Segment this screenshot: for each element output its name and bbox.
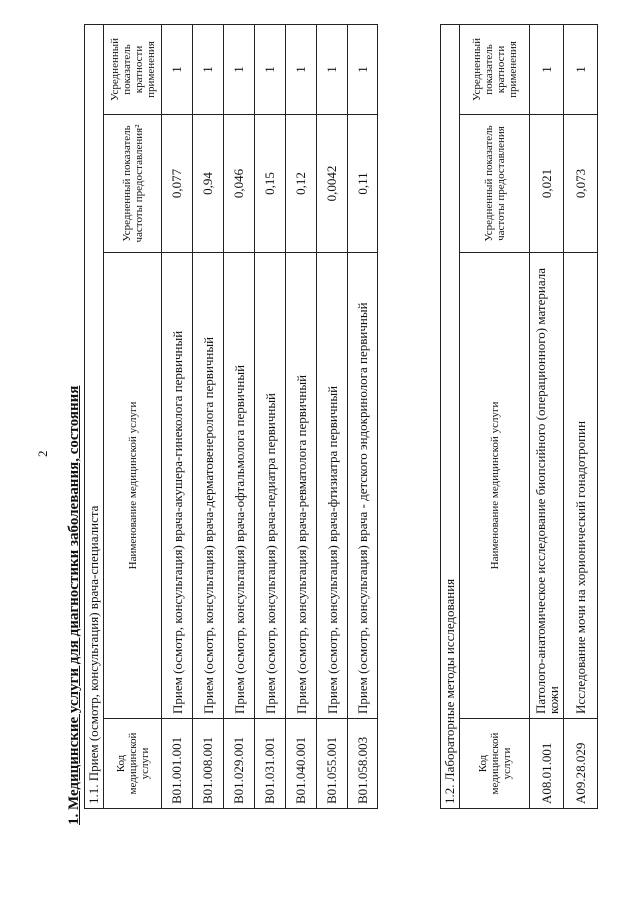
cell-name: Прием (осмотр, консультация) врача-офтальмолога первичный: [224, 253, 255, 719]
header-frequency: Усредненный показатель частоты предоставления²: [104, 115, 162, 253]
cell-name: Патолого-анатомическое исследование биопсийного (операционного) материала кожи: [530, 253, 564, 719]
cell-code: B01.031.001: [255, 719, 286, 809]
table-header-row: [460, 24, 530, 808]
page-number: 2: [35, 450, 50, 457]
table-row: [286, 24, 317, 808]
cell-code: B01.055.001: [317, 719, 348, 809]
table-row: [162, 24, 193, 808]
cell-name: Исследование мочи на хорионический гонадотропин: [564, 253, 598, 719]
table-lab-methods: [440, 24, 598, 809]
cell-multiplicity: 1: [286, 24, 317, 114]
cell-multiplicity: 1: [255, 24, 286, 114]
table-header-row: [104, 24, 162, 808]
header-frequency: Усредненный показатель частоты предоставления: [460, 115, 530, 253]
cell-name: Прием (осмотр, консультация) врача-дерматовенеролога первичный: [193, 253, 224, 719]
cell-frequency: 0,073: [564, 115, 598, 253]
cell-code: B01.040.001: [286, 719, 317, 809]
cell-frequency: 0,15: [255, 115, 286, 253]
table-row: [193, 24, 224, 808]
table-row: [530, 24, 564, 808]
table-consultations: [84, 24, 378, 809]
cell-frequency: 0,12: [286, 115, 317, 253]
table-row: [564, 24, 598, 808]
section-title: 1. Медицинские услуги для диагностики заболевания, состояния: [66, 385, 82, 825]
cell-frequency: 0,11: [348, 115, 378, 253]
cell-code: A08.01.001: [530, 719, 564, 809]
cell-code: B01.029.001: [224, 719, 255, 809]
header-code: Код медицинской услуги: [460, 719, 530, 809]
cell-frequency: 0,0042: [317, 115, 348, 253]
cell-name: Прием (осмотр, консультация) врача-ревматолога первичный: [286, 253, 317, 719]
header-multiplicity: Усредненный показатель кратности применения: [460, 24, 530, 114]
table-subtitle-row: [441, 24, 460, 808]
table-subtitle: 1.2. Лабораторные методы исследования: [441, 24, 460, 808]
table-subtitle: 1.1. Прием (осмотр, консультация) врача-специалиста: [85, 24, 104, 808]
cell-multiplicity: 1: [162, 24, 193, 114]
cell-frequency: 0,021: [530, 115, 564, 253]
cell-code: B01.008.001: [193, 719, 224, 809]
cell-name: Прием (осмотр, консультация) врача-акушера-гинеколога первичный: [162, 253, 193, 719]
cell-frequency: 0,046: [224, 115, 255, 253]
table-row: [255, 24, 286, 808]
table-row: [224, 24, 255, 808]
cell-code: B01.058.003: [348, 719, 378, 809]
table-subtitle-row: [85, 24, 104, 808]
cell-frequency: 0,94: [193, 115, 224, 253]
header-name: Наименование медицинской услуги: [104, 253, 162, 719]
cell-multiplicity: 1: [317, 24, 348, 114]
cell-multiplicity: 1: [564, 24, 598, 114]
table-row: [317, 24, 348, 808]
cell-name: Прием (осмотр, консультация) врача - детского эндокринолога первичный: [348, 253, 378, 719]
cell-name: Прием (осмотр, консультация) врача-педиатра первичный: [255, 253, 286, 719]
cell-name: Прием (осмотр, консультация) врача-фтизиатра первичный: [317, 253, 348, 719]
cell-frequency: 0,077: [162, 115, 193, 253]
cell-multiplicity: 1: [224, 24, 255, 114]
cell-code: A09.28.029: [564, 719, 598, 809]
header-code: Код медицинской услуги: [104, 719, 162, 809]
cell-multiplicity: 1: [193, 24, 224, 114]
header-name: Наименование медицинской услуги: [460, 253, 530, 719]
table-row: [348, 24, 378, 808]
cell-code: B01.001.001: [162, 719, 193, 809]
header-multiplicity: Усредненный показатель кратности применения: [104, 24, 162, 114]
cell-multiplicity: 1: [530, 24, 564, 114]
cell-multiplicity: 1: [348, 24, 378, 114]
